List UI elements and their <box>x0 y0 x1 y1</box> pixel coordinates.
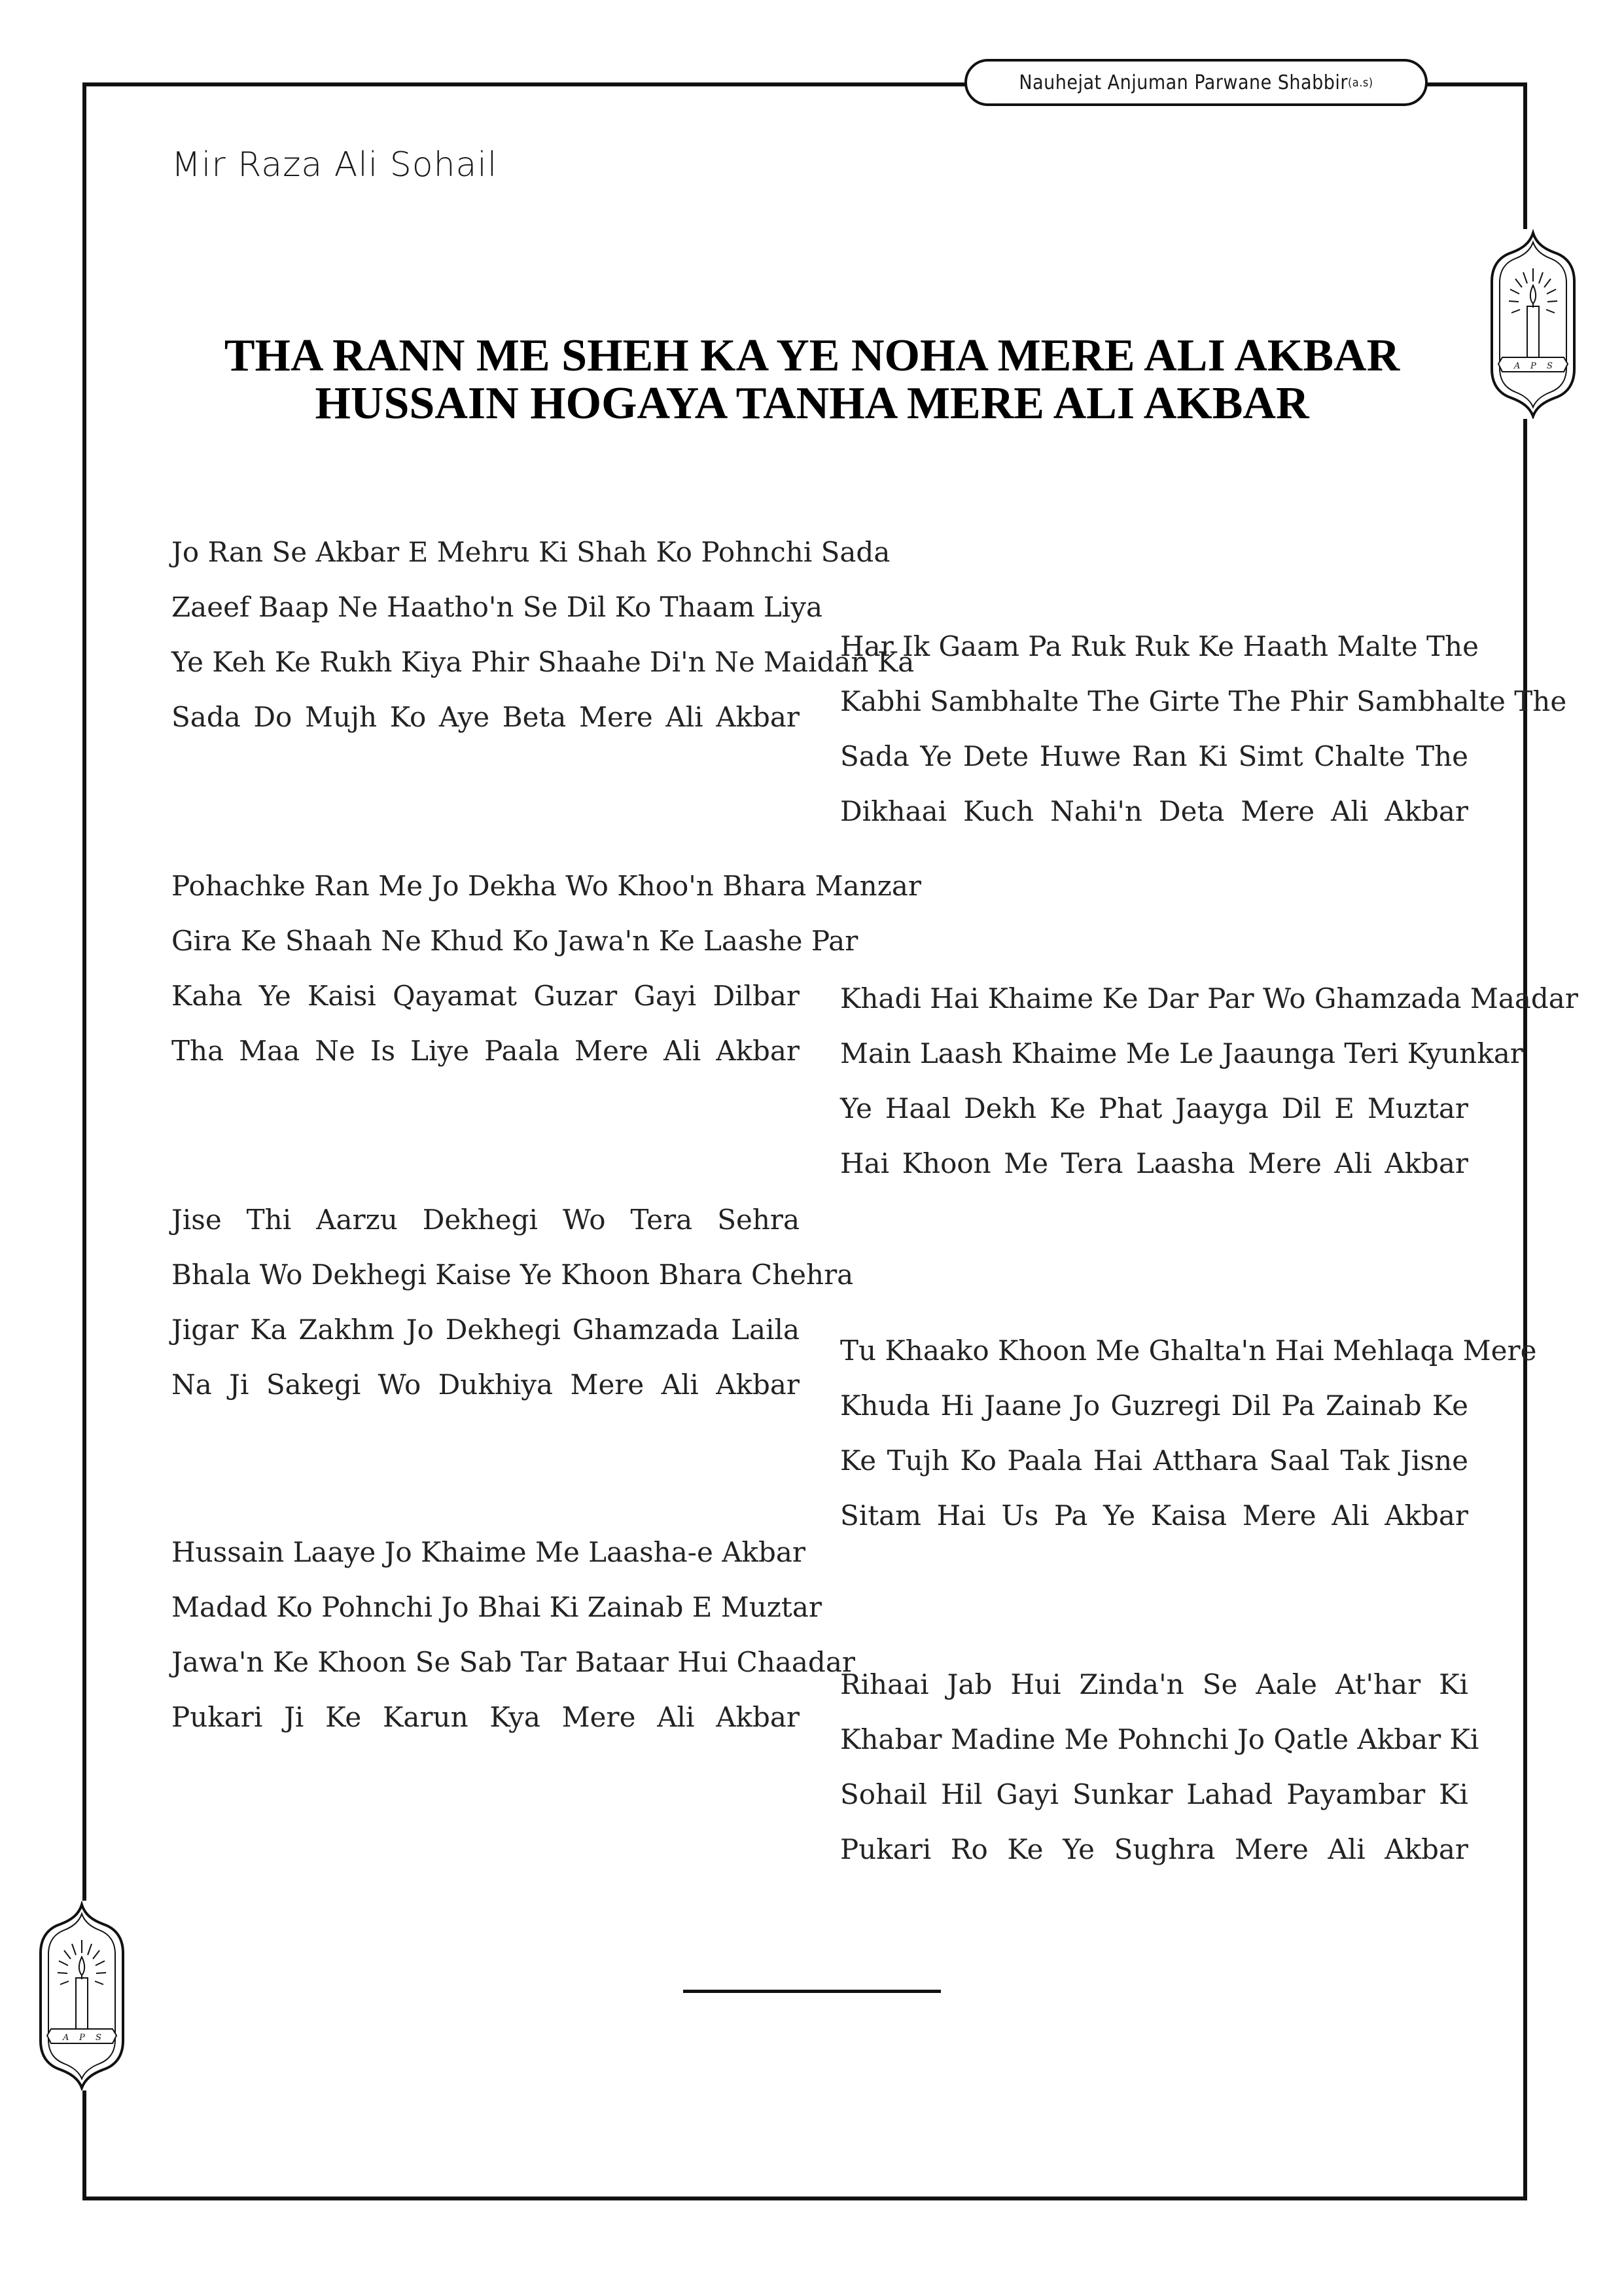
end-divider-line <box>683 1990 941 1993</box>
verse-line: Ye Haal Dekh Ke Phat Jaayga Dil E Muztar <box>840 1092 1468 1124</box>
verse-line: Dikhaai Kuch Nahi'n Deta Mere Ali Akbar <box>840 795 1468 827</box>
poem-title-line-1: THA RANN ME SHEH KA YE NOHA MERE ALI AKBAR <box>224 331 1400 381</box>
emblem-initial-a: A <box>63 2033 69 2043</box>
verse-line: Jo Ran Se Akbar E Mehru Ki Shah Ko Pohnchi Sada <box>171 536 891 568</box>
verse-line: Ke Tujh Ko Paala Hai Atthara Saal Tak Jisne <box>840 1444 1468 1477</box>
verse-line: Ye Keh Ke Rukh Kiya Phir Shaahe Di'n Ne Maidan Ka <box>171 646 915 678</box>
verse-line: Hussain Laaye Jo Khaime Me Laasha-e Akbar <box>171 1536 805 1568</box>
verse-line: Sitam Hai Us Pa Ye Kaisa Mere Ali Akbar <box>840 1499 1468 1532</box>
verse-line: Pukari Ji Ke Karun Kya Mere Ali Akbar <box>171 1701 800 1733</box>
stanza-left-4 <box>171 1525 855 1745</box>
stanza-right-3 <box>840 1323 1537 1543</box>
stanza-left-1 <box>171 525 915 745</box>
candle-emblem-icon <box>33 1901 131 2090</box>
stanza-right-1 <box>840 619 1567 839</box>
verse-line: Sada Ye Dete Huwe Ran Ki Simt Chalte The <box>840 740 1468 772</box>
verse-line: Bhala Wo Dekhegi Kaise Ye Khoon Bhara Chehra <box>171 1259 854 1291</box>
candle-emblem-icon <box>1484 229 1582 419</box>
verse-line: Zaeef Baap Ne Haatho'n Se Dil Ko Thaam Liya <box>171 591 822 623</box>
organization-suffix: (a.s) <box>1347 75 1373 90</box>
verse-line: Main Laash Khaime Me Le Jaaunga Teri Kyunkar <box>840 1037 1523 1069</box>
stanza-left-2 <box>171 859 921 1079</box>
verse-line: Pukari Ro Ke Ye Sughra Mere Ali Akbar <box>840 1833 1468 1865</box>
stanza-right-2 <box>840 971 1578 1191</box>
verse-line: Jigar Ka Zakhm Jo Dekhegi Ghamzada Laila <box>171 1314 800 1346</box>
verse-line: Tha Maa Ne Is Liye Paala Mere Ali Akbar <box>171 1035 800 1067</box>
poem-title-line-2: HUSSAIN HOGAYA TANHA MERE ALI AKBAR <box>315 378 1309 429</box>
emblem-initial-p: P <box>79 2033 85 2043</box>
verse-line: Kabhi Sambhalte The Girte The Phir Sambhalte The <box>840 685 1567 717</box>
emblem-initial-a: A <box>1514 361 1521 371</box>
stanza-left-3 <box>171 1193 854 1412</box>
verse-line: Khadi Hai Khaime Ke Dar Par Wo Ghamzada Maadar <box>840 982 1578 1014</box>
verse-line: Madad Ko Pohnchi Jo Bhai Ki Zainab E Muztar <box>171 1591 822 1623</box>
stanza-right-4 <box>840 1657 1479 1877</box>
verse-line: Gira Ke Shaah Ne Khud Ko Jawa'n Ke Laashe Par <box>171 925 858 957</box>
emblem-initial-s: S <box>1547 361 1553 371</box>
verse-line: Tu Khaako Khoon Me Ghalta'n Hai Mehlaqa Mere <box>840 1335 1537 1367</box>
verse-line: Sohail Hil Gayi Sunkar Lahad Payambar Ki <box>840 1778 1468 1810</box>
verse-line: Hai Khoon Me Tera Laasha Mere Ali Akbar <box>840 1147 1468 1179</box>
author-name: Mir Raza Ali Sohail <box>171 145 498 185</box>
organization-header-tab <box>964 59 1428 106</box>
verse-line: Na Ji Sakegi Wo Dukhiya Mere Ali Akbar <box>171 1369 800 1401</box>
emblem-initial-s: S <box>96 2033 101 2043</box>
verse-line: Kaha Ye Kaisi Qayamat Guzar Gayi Dilbar <box>171 980 800 1012</box>
verse-line: Jawa'n Ke Khoon Se Sab Tar Bataar Hui Chaadar <box>171 1646 855 1678</box>
verse-line: Khabar Madine Me Pohnchi Jo Qatle Akbar Ki <box>840 1723 1479 1755</box>
verse-line: Jise Thi Aarzu Dekhegi Wo Tera Sehra <box>171 1204 800 1236</box>
verse-line: Khuda Hi Jaane Jo Guzregi Dil Pa Zainab Ke <box>840 1390 1468 1422</box>
verse-line: Har Ik Gaam Pa Ruk Ruk Ke Haath Malte The <box>840 630 1479 662</box>
verse-line: Rihaai Jab Hui Zinda'n Se Aale At'har Ki <box>840 1668 1468 1700</box>
emblem-initial-p: P <box>1530 361 1536 371</box>
organization-name: Nauhejat Anjuman Parwane Shabbir <box>1019 71 1348 94</box>
verse-line: Sada Do Mujh Ko Aye Beta Mere Ali Akbar <box>171 701 800 733</box>
verse-line: Pohachke Ran Me Jo Dekha Wo Khoo'n Bhara Manzar <box>171 870 921 902</box>
